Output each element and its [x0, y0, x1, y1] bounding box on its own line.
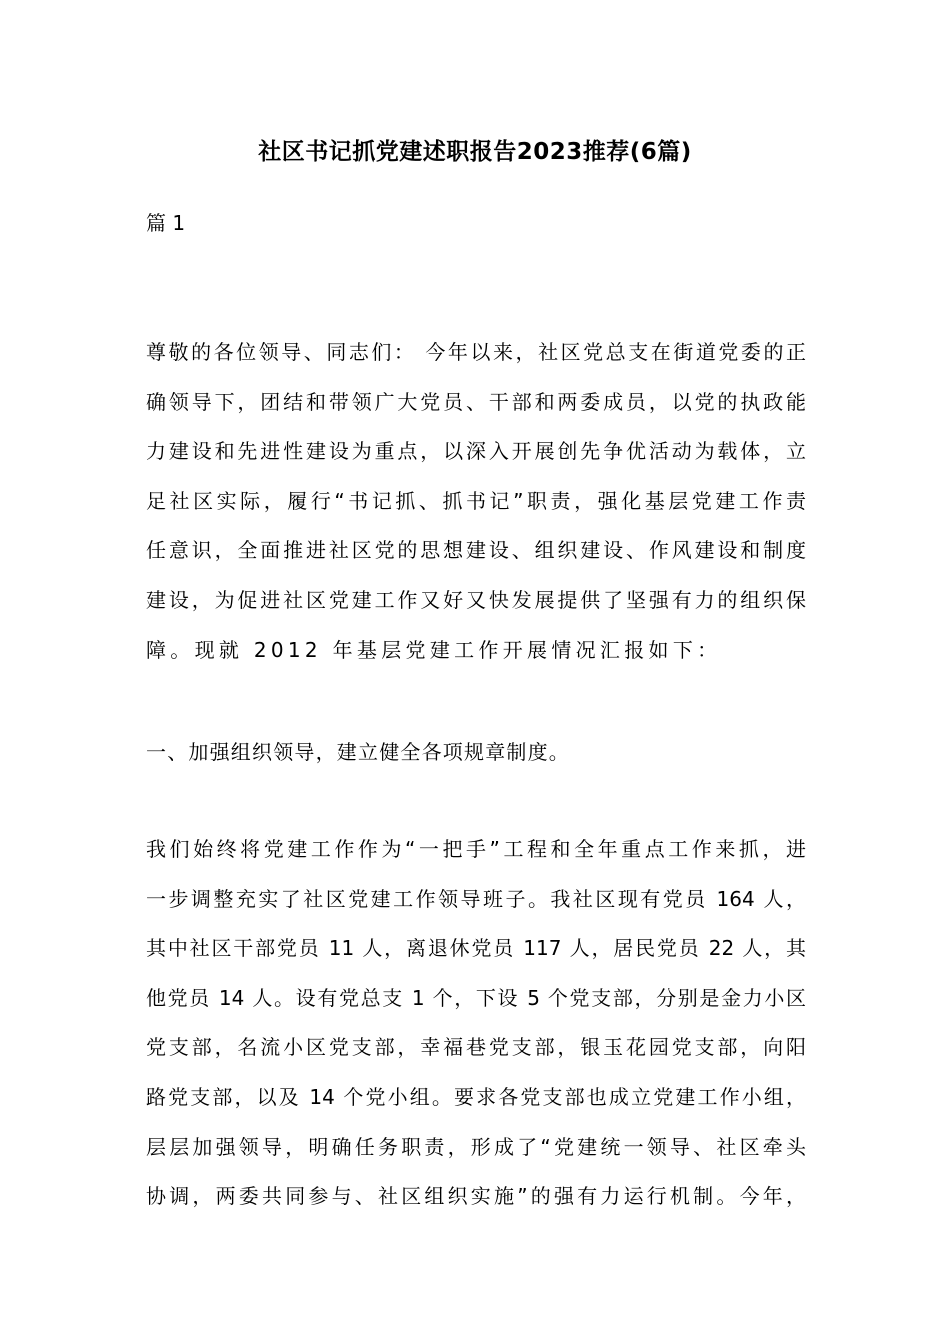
paragraph-line: 确领导下，团结和带领广大党员、干部和两委成员，以党的执政能 — [146, 389, 806, 414]
paragraph-line: 任意识，全面推进社区党的思想建设、组织建设、作风建设和制度 — [146, 538, 806, 563]
paragraph-line: 其中社区干部党员 11 人，离退休党员 117 人，居民党员 22 人，其 — [146, 936, 806, 961]
paragraph-line: 力建设和先进性建设为重点，以深入开展创先争优活动为载体，立 — [146, 439, 806, 464]
paragraph-line: 我们始终将党建工作作为“一把手”工程和全年重点工作来抓，进 — [146, 837, 806, 861]
intro-paragraph — [146, 337, 806, 684]
paragraph-line: 障。现就 2012 年基层党建工作开展情况汇报如下： — [146, 637, 722, 662]
body-paragraph — [146, 834, 806, 1231]
section-heading: 一、加强组织领导，建立健全各项规章制度。 — [146, 740, 570, 764]
paragraph-line: 建设，为促进社区党建工作又好又快发展提供了坚强有力的组织保 — [146, 587, 806, 612]
paragraph-line: 协调，两委共同参与、社区组织实施”的强有力运行机制。今年， — [146, 1184, 806, 1209]
paragraph-line: 足社区实际，履行“书记抓、抓书记”职责，强化基层党建工作责 — [146, 488, 806, 513]
paragraph-line: 党支部，名流小区党支部，幸福巷党支部，银玉花园党支部，向阳 — [146, 1035, 806, 1060]
paragraph-line: 层层加强领导，明确任务职责，形成了“党建统一领导、社区牵头 — [146, 1134, 806, 1159]
section-label: 篇 1 — [146, 211, 186, 235]
paragraph-line: 尊敬的各位领导、同志们： 今年以来，社区党总支在街道党委的正 — [146, 340, 806, 364]
paragraph-line: 一步调整充实了社区党建工作领导班子。我社区现有党员 164 人， — [146, 886, 806, 911]
paragraph-line: 他党员 14 人。设有党总支 1 个，下设 5 个党支部，分别是金力小区 — [146, 985, 806, 1010]
paragraph-line: 路党支部，以及 14 个党小组。要求各党支部也成立党建工作小组， — [146, 1084, 806, 1109]
document-title: 社区书记抓党建述职报告2023推荐(6篇) — [258, 139, 692, 165]
